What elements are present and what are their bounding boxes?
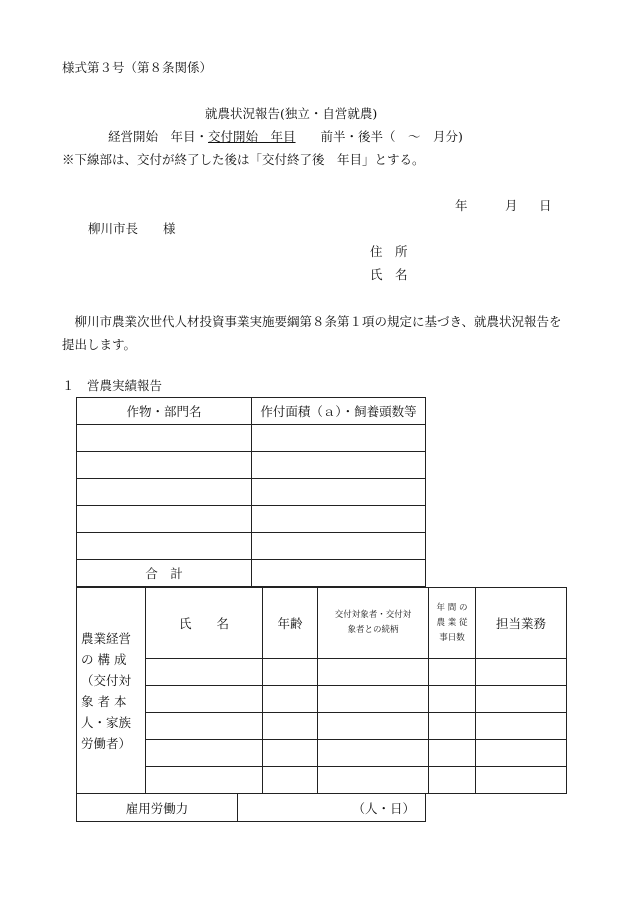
- body-text: 柳川市農業次世代人材投資事業実施要綱第８条第１項の規定に基づき、就農状況報告を提出します。: [62, 314, 562, 352]
- table-row: [77, 506, 426, 533]
- section1-title: １ 営農実績報告: [62, 378, 163, 393]
- table-row: [77, 425, 426, 452]
- table-row: [77, 767, 567, 794]
- address-label: 住 所: [370, 244, 408, 259]
- date-year: 年: [455, 198, 468, 213]
- date-month: 月: [505, 198, 518, 213]
- form-label: 様式第３号（第８条関係）: [62, 60, 213, 75]
- date-day: 日: [539, 198, 552, 213]
- document-title: 就農状況報告(独立・自営就農): [205, 106, 378, 121]
- addressee: 柳川市長 様: [88, 221, 176, 236]
- col-header-area: 作付面積（ａ）・飼養頭数等: [252, 398, 426, 425]
- underline-note: ※下線部は、交付が終了した後は「交付終了後 年目」とする。: [62, 152, 425, 167]
- table-row: [77, 452, 426, 479]
- underlined-term: 交付開始 年目: [208, 129, 296, 144]
- date-line: [455, 196, 552, 214]
- table-row: [77, 740, 567, 767]
- farm-composition-table: [76, 587, 567, 794]
- composition-side-label: 農業経営 の 構 成 （交付対 象 者 本 人・家族 労働者）: [77, 588, 146, 794]
- col-header-name: 氏 名: [146, 588, 263, 659]
- total-label: 合 計: [77, 560, 252, 587]
- col-header-relation: 交付対象者・交付対 象者との続柄: [318, 588, 429, 659]
- name-label: 氏 名: [370, 267, 408, 282]
- col-header-days: 年 間 の 農 業 従 事日数: [429, 588, 476, 659]
- hired-labor-label: 雇用労働力: [77, 794, 238, 822]
- table-row: [77, 533, 426, 560]
- document-subtitle: 経営開始 年目・交付開始 年目 前半・後半（ ～ 月分): [108, 129, 463, 144]
- col-header-duty: 担当業務: [476, 588, 567, 659]
- col-header-age: 年齢: [263, 588, 318, 659]
- table-row: [77, 479, 426, 506]
- hired-labor-unit[interactable]: （人・日）: [238, 794, 426, 822]
- table-row: [77, 713, 567, 740]
- col-header-crop: 作物・部門名: [77, 398, 252, 425]
- farming-results-table: [76, 397, 426, 587]
- hired-labor-table: [76, 793, 426, 822]
- total-row: [77, 560, 426, 587]
- table-row: [77, 659, 567, 686]
- table-row: [77, 686, 567, 713]
